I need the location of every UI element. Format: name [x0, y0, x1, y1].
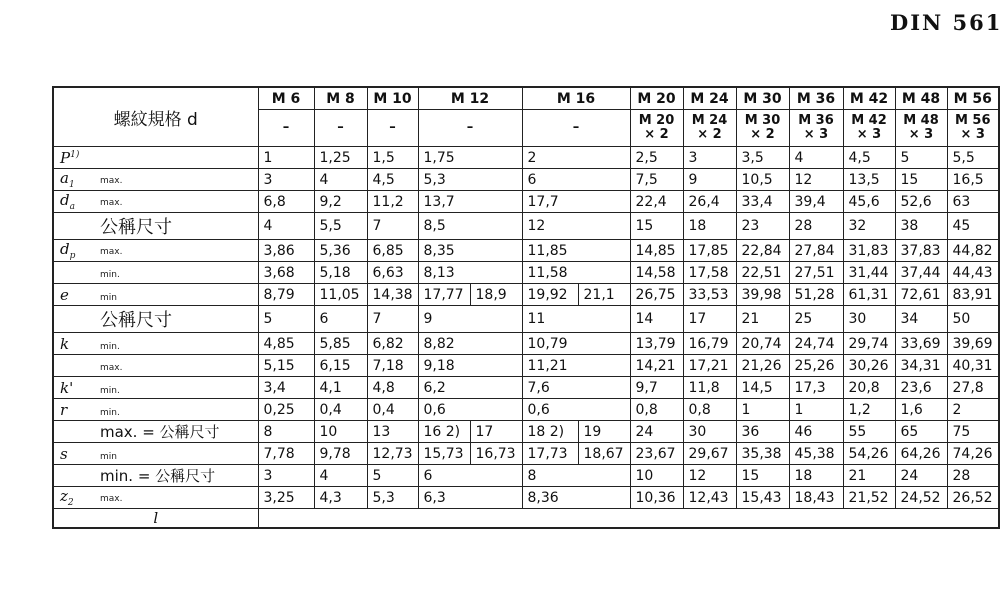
value-cell: 4,8 — [367, 377, 418, 399]
row-symbol: $d_p$ — [60, 240, 76, 261]
value-cell: 2 — [947, 399, 999, 421]
row-symbol: $P^{1)}$ — [60, 148, 80, 167]
value-cell: 30 — [683, 421, 736, 443]
value-cell: 6,82 — [367, 333, 418, 355]
value-cell: 21 — [843, 465, 895, 487]
fine-thread-header: M 36 × 3 — [789, 110, 843, 147]
table-row — [53, 191, 999, 213]
value-cell: 26,75 — [630, 284, 683, 306]
row-symbol: r — [60, 400, 68, 419]
value-cell: 4,5 — [843, 147, 895, 169]
nominal-label: max. = 公稱尺寸 — [100, 423, 220, 441]
value-cell: 8 — [258, 421, 314, 443]
row-label — [53, 465, 258, 487]
value-cell: 28 — [789, 213, 843, 240]
value-cell: 19 — [578, 421, 630, 443]
value-cell: 17,85 — [683, 240, 736, 262]
value-cell: 0,4 — [314, 399, 367, 421]
table-row — [53, 147, 999, 169]
value-cell: 3,4 — [258, 377, 314, 399]
value-cell: 33,53 — [683, 284, 736, 306]
value-cell: 18,43 — [789, 487, 843, 509]
table-row — [53, 465, 999, 487]
value-cell: 16,73 — [470, 443, 522, 465]
value-cell: 5 — [367, 465, 418, 487]
value-cell: 10 — [314, 421, 367, 443]
size-header: M 42 — [843, 87, 895, 110]
row-symbol: s — [60, 444, 68, 463]
value-cell: 6,85 — [367, 240, 418, 262]
value-cell: 3 — [258, 465, 314, 487]
value-cell: 39,98 — [736, 284, 789, 306]
value-cell: 31,44 — [843, 262, 895, 284]
nominal-label: 公稱尺寸 — [100, 310, 172, 331]
table-row — [53, 240, 999, 262]
row-label — [53, 443, 258, 465]
value-cell: 11,8 — [683, 377, 736, 399]
size-header: M 10 — [367, 87, 418, 110]
fine-thread-header: – — [258, 110, 314, 147]
table-body — [53, 87, 999, 528]
value-cell: 6,15 — [314, 355, 367, 377]
value-cell: 23,67 — [630, 443, 683, 465]
value-cell: 11,21 — [522, 355, 630, 377]
qualifier: min. — [100, 407, 120, 418]
value-cell: 1,75 — [418, 147, 522, 169]
value-cell: 65 — [895, 421, 947, 443]
value-cell: 15 — [895, 169, 947, 191]
qualifier: max. — [100, 247, 123, 257]
value-cell: 75 — [947, 421, 999, 443]
qualifier: max. — [100, 494, 123, 504]
fine-thread-header: M 24 × 2 — [683, 110, 736, 147]
value-cell: 33,69 — [895, 333, 947, 355]
value-cell: 6 — [314, 306, 367, 333]
value-cell: 8 — [522, 465, 630, 487]
value-cell: 6,2 — [418, 377, 522, 399]
value-cell: 18,67 — [578, 443, 630, 465]
value-cell: 21 — [736, 306, 789, 333]
row-label — [53, 509, 258, 529]
value-cell: 14,58 — [630, 262, 683, 284]
value-cell: 3 — [258, 169, 314, 191]
table-row — [53, 333, 999, 355]
value-cell: 17,58 — [683, 262, 736, 284]
value-cell: 3 — [683, 147, 736, 169]
value-cell: 5,18 — [314, 262, 367, 284]
size-header: M 8 — [314, 87, 367, 110]
value-cell: 24 — [630, 421, 683, 443]
value-cell: 0,6 — [418, 399, 522, 421]
table-row — [53, 509, 999, 529]
row-symbol: $d_a$ — [60, 191, 75, 212]
value-cell: 21,52 — [843, 487, 895, 509]
row-label — [53, 399, 258, 421]
row-label — [53, 333, 258, 355]
value-cell: 21,1 — [578, 284, 630, 306]
header-row — [53, 87, 999, 110]
value-cell: 5,5 — [314, 213, 367, 240]
value-cell: 15,43 — [736, 487, 789, 509]
value-cell: 45 — [947, 213, 999, 240]
value-cell: 24,74 — [789, 333, 843, 355]
value-cell: 45,6 — [843, 191, 895, 213]
value-cell: 0,4 — [367, 399, 418, 421]
value-cell: 8,36 — [522, 487, 630, 509]
value-cell: 52,6 — [895, 191, 947, 213]
value-cell: 17,73 — [522, 443, 578, 465]
value-cell: 0,25 — [258, 399, 314, 421]
value-cell: 46 — [789, 421, 843, 443]
row-label — [53, 377, 258, 399]
value-cell: 5,5 — [947, 147, 999, 169]
value-cell: 14,5 — [736, 377, 789, 399]
value-cell: 8,79 — [258, 284, 314, 306]
value-cell: 4 — [789, 147, 843, 169]
value-cell: 1 — [736, 399, 789, 421]
value-cell: 1,25 — [314, 147, 367, 169]
value-cell: 8,35 — [418, 240, 522, 262]
size-header: M 30 — [736, 87, 789, 110]
value-cell: 28 — [947, 465, 999, 487]
value-cell: 83,91 — [947, 284, 999, 306]
value-cell: 29,67 — [683, 443, 736, 465]
value-cell: 6,8 — [258, 191, 314, 213]
value-cell: 17,3 — [789, 377, 843, 399]
value-cell: 9,18 — [418, 355, 522, 377]
value-cell: 1,5 — [367, 147, 418, 169]
value-cell: 4 — [314, 169, 367, 191]
value-cell: 16,5 — [947, 169, 999, 191]
value-cell: 2,5 — [630, 147, 683, 169]
size-header: M 36 — [789, 87, 843, 110]
row-label — [53, 169, 258, 191]
value-cell: 9,7 — [630, 377, 683, 399]
value-cell: 72,61 — [895, 284, 947, 306]
value-cell: 34 — [895, 306, 947, 333]
value-cell: 7 — [367, 306, 418, 333]
value-cell: 6 — [418, 465, 522, 487]
value-cell: 8,5 — [418, 213, 522, 240]
size-header: M 56 — [947, 87, 999, 110]
value-cell: 17 — [470, 421, 522, 443]
value-cell: 11,05 — [314, 284, 367, 306]
value-cell: 7,6 — [522, 377, 630, 399]
row-label — [53, 421, 258, 443]
value-cell: 36 — [736, 421, 789, 443]
value-cell: 30,26 — [843, 355, 895, 377]
value-cell: 5,3 — [367, 487, 418, 509]
value-cell: 11,58 — [522, 262, 630, 284]
value-cell: 22,84 — [736, 240, 789, 262]
qualifier: min. — [100, 341, 120, 352]
value-cell: 11,85 — [522, 240, 630, 262]
fine-thread-header: – — [522, 110, 630, 147]
value-cell: 5,15 — [258, 355, 314, 377]
value-cell: 30 — [843, 306, 895, 333]
value-cell: 3,25 — [258, 487, 314, 509]
value-cell: 4 — [258, 213, 314, 240]
value-cell: 40,31 — [947, 355, 999, 377]
value-cell: 12 — [522, 213, 630, 240]
value-cell: 10 — [630, 465, 683, 487]
value-cell: 27,84 — [789, 240, 843, 262]
value-cell: 3,5 — [736, 147, 789, 169]
value-cell: 18 — [789, 465, 843, 487]
fine-thread-header: – — [418, 110, 522, 147]
thread-spec-label — [53, 87, 258, 147]
value-cell: 39,69 — [947, 333, 999, 355]
value-cell: 74,26 — [947, 443, 999, 465]
value-cell: 17,7 — [522, 191, 630, 213]
value-cell: 4,5 — [367, 169, 418, 191]
value-cell: 14,21 — [630, 355, 683, 377]
value-cell: 29,74 — [843, 333, 895, 355]
qualifier: max. — [100, 176, 123, 186]
value-cell: 38 — [895, 213, 947, 240]
qualifier: max. — [100, 198, 123, 208]
qualifier: min. — [100, 269, 120, 280]
row-label — [53, 284, 258, 306]
value-cell: 44,82 — [947, 240, 999, 262]
value-cell: 63 — [947, 191, 999, 213]
value-cell: 18 2) — [522, 421, 578, 443]
row-label — [53, 306, 258, 333]
value-cell: 10,5 — [736, 169, 789, 191]
value-cell: 7,78 — [258, 443, 314, 465]
fine-thread-header: – — [367, 110, 418, 147]
value-cell: 55 — [843, 421, 895, 443]
value-cell: 33,4 — [736, 191, 789, 213]
value-cell: 6,3 — [418, 487, 522, 509]
value-cell: 26,52 — [947, 487, 999, 509]
value-cell: 3,86 — [258, 240, 314, 262]
value-cell: 16,79 — [683, 333, 736, 355]
value-cell: 3,68 — [258, 262, 314, 284]
row-label — [53, 262, 258, 284]
value-cell: 26,4 — [683, 191, 736, 213]
value-cell: 27,51 — [789, 262, 843, 284]
value-cell: 2 — [522, 147, 630, 169]
value-cell: 37,44 — [895, 262, 947, 284]
value-cell: 24,52 — [895, 487, 947, 509]
value-cell: 17 — [683, 306, 736, 333]
fine-thread-header: – — [314, 110, 367, 147]
value-cell: 7 — [367, 213, 418, 240]
qualifier: min. — [100, 385, 120, 396]
value-cell: 45,38 — [789, 443, 843, 465]
value-cell: 20,74 — [736, 333, 789, 355]
value-cell: 22,51 — [736, 262, 789, 284]
value-cell: 20,8 — [843, 377, 895, 399]
value-cell: 15 — [630, 213, 683, 240]
value-cell: 1 — [789, 399, 843, 421]
fine-thread-header: M 56 × 3 — [947, 110, 999, 147]
value-cell: 0,8 — [630, 399, 683, 421]
value-cell: 27,8 — [947, 377, 999, 399]
value-cell: 9 — [683, 169, 736, 191]
value-cell: 16 2) — [418, 421, 470, 443]
value-cell: 4,1 — [314, 377, 367, 399]
value-cell: 61,31 — [843, 284, 895, 306]
fine-thread-header: M 20 × 2 — [630, 110, 683, 147]
size-header: M 6 — [258, 87, 314, 110]
value-cell: 15,73 — [418, 443, 470, 465]
value-cell: 10,79 — [522, 333, 630, 355]
fine-thread-header: M 30 × 2 — [736, 110, 789, 147]
value-cell: 5 — [895, 147, 947, 169]
qualifier: min — [100, 292, 117, 303]
row-label — [53, 487, 258, 509]
table-row — [53, 377, 999, 399]
value-cell: 1 — [258, 147, 314, 169]
table-row — [53, 355, 999, 377]
value-cell: 6,63 — [367, 262, 418, 284]
table-row — [53, 421, 999, 443]
value-cell: 12 — [789, 169, 843, 191]
value-cell: 0,6 — [522, 399, 630, 421]
value-cell: 8,13 — [418, 262, 522, 284]
value-cell: 39,4 — [789, 191, 843, 213]
row-symbol: k — [60, 334, 70, 353]
table-title: 螺紋規格 d — [113, 109, 198, 130]
value-cell: 24 — [895, 465, 947, 487]
size-header: M 24 — [683, 87, 736, 110]
value-cell: 34,31 — [895, 355, 947, 377]
value-cell: 22,4 — [630, 191, 683, 213]
spec-table — [52, 86, 1000, 529]
standard-number: DIN 561 — [890, 10, 1003, 35]
value-cell: 5,36 — [314, 240, 367, 262]
value-cell: 31,83 — [843, 240, 895, 262]
value-cell: 1,2 — [843, 399, 895, 421]
value-cell: 5,3 — [418, 169, 522, 191]
value-cell: 5 — [258, 306, 314, 333]
table-row — [53, 487, 999, 509]
value-cell: 6 — [522, 169, 630, 191]
row-symbol: e — [60, 285, 69, 304]
value-cell: 13,79 — [630, 333, 683, 355]
value-cell: 23,6 — [895, 377, 947, 399]
value-cell: 10,36 — [630, 487, 683, 509]
value-cell: 7,18 — [367, 355, 418, 377]
value-cell: 1,6 — [895, 399, 947, 421]
value-cell: 35,38 — [736, 443, 789, 465]
row-label — [53, 191, 258, 213]
row-label — [53, 147, 258, 169]
row-symbol: k' — [60, 378, 74, 397]
row-symbol: $a_1$ — [60, 169, 75, 190]
value-cell: 18,9 — [470, 284, 522, 306]
value-cell: 12 — [683, 465, 736, 487]
qualifier: min — [100, 451, 117, 462]
value-cell: 25 — [789, 306, 843, 333]
table-row — [53, 284, 999, 306]
value-cell: 17,77 — [418, 284, 470, 306]
fine-thread-header: M 42 × 3 — [843, 110, 895, 147]
size-header: M 48 — [895, 87, 947, 110]
value-cell: 51,28 — [789, 284, 843, 306]
row-symbol: l — [153, 509, 159, 527]
value-cell: 11,2 — [367, 191, 418, 213]
size-header: M 20 — [630, 87, 683, 110]
value-cell: 7,5 — [630, 169, 683, 191]
row-label — [53, 213, 258, 240]
value-cell — [258, 509, 999, 529]
nominal-label: 公稱尺寸 — [100, 217, 172, 238]
value-cell: 19,92 — [522, 284, 578, 306]
fine-thread-header: M 48 × 3 — [895, 110, 947, 147]
qualifier: max. — [100, 362, 123, 373]
value-cell: 0,8 — [683, 399, 736, 421]
value-cell: 4,3 — [314, 487, 367, 509]
table-row — [53, 443, 999, 465]
value-cell: 13,7 — [418, 191, 522, 213]
value-cell: 32 — [843, 213, 895, 240]
value-cell: 13,5 — [843, 169, 895, 191]
size-header: M 12 — [418, 87, 522, 110]
value-cell: 21,26 — [736, 355, 789, 377]
value-cell: 50 — [947, 306, 999, 333]
value-cell: 54,26 — [843, 443, 895, 465]
row-label — [53, 355, 258, 377]
value-cell: 12,43 — [683, 487, 736, 509]
value-cell: 14,38 — [367, 284, 418, 306]
size-header: M 16 — [522, 87, 630, 110]
value-cell: 17,21 — [683, 355, 736, 377]
value-cell: 8,82 — [418, 333, 522, 355]
table-row — [53, 262, 999, 284]
value-cell: 14 — [630, 306, 683, 333]
value-cell: 18 — [683, 213, 736, 240]
value-cell: 37,83 — [895, 240, 947, 262]
value-cell: 25,26 — [789, 355, 843, 377]
value-cell: 4 — [314, 465, 367, 487]
value-cell: 64,26 — [895, 443, 947, 465]
value-cell: 11 — [522, 306, 630, 333]
table-row — [53, 399, 999, 421]
value-cell: 9,78 — [314, 443, 367, 465]
value-cell: 14,85 — [630, 240, 683, 262]
nominal-label: min. = 公稱尺寸 — [100, 467, 216, 485]
value-cell: 9 — [418, 306, 522, 333]
value-cell: 44,43 — [947, 262, 999, 284]
value-cell: 5,85 — [314, 333, 367, 355]
row-symbol: $z_2$ — [60, 487, 74, 508]
value-cell: 4,85 — [258, 333, 314, 355]
table-row — [53, 213, 999, 240]
table-row — [53, 169, 999, 191]
value-cell: 23 — [736, 213, 789, 240]
value-cell: 15 — [736, 465, 789, 487]
row-label — [53, 240, 258, 262]
value-cell: 9,2 — [314, 191, 367, 213]
table-row — [53, 306, 999, 333]
value-cell: 13 — [367, 421, 418, 443]
value-cell: 12,73 — [367, 443, 418, 465]
